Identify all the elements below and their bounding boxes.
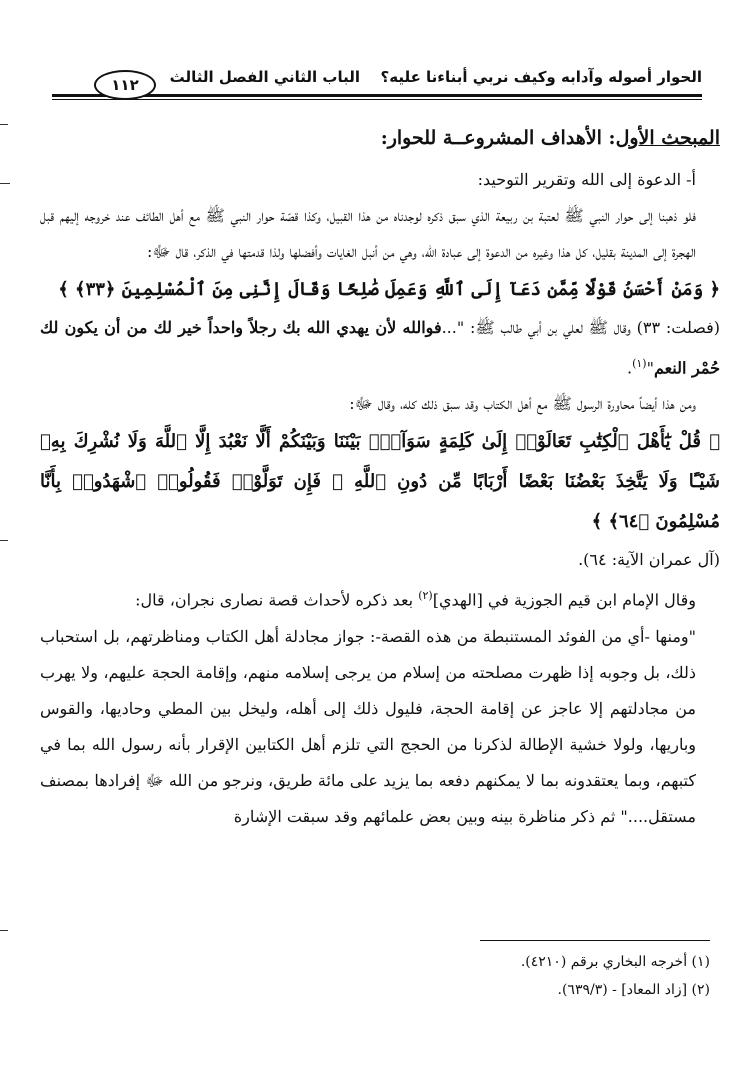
book-title: الحوار أصوله وآدابه وكيف نربي أبناءنا عليه؟ bbox=[375, 68, 702, 86]
footnotes bbox=[30, 948, 710, 1004]
margin-mark bbox=[0, 930, 8, 931]
paragraph-6: "ومنها -أي من الفوئد المستنبطة من هذه القصة-: جواز مجادلة أهل الكتاب ومناظرتهم، بل استحباب ذلك، بل وجوبه إذا ظهرت مصلحته من إسلام من يرجى إسلامه منهم، وإقامة الحجة عليهم، ولا يهرب من مجادلتهم إلا عاجز عن إقامة الحجة، فليول ذلك إلى أهله، وليخل بين المطي وحاديها، والقوس وباريها، ولولا خشية الإطالة لذكرنا من الحجج التي تلزم أهل الكتابين الإقرار بأنه رسول الله بما في كتبهم، وبما يعتقدونه بما لا يمكنهم دفعه بما يزيد على مائة طريق، ونرجو من الله ﷻ إفرادها بمصنف مستقل...." ثم ذكر مناظرة بينه وبين بعض علمائهم وقد سبقت الإشارة bbox=[40, 626, 696, 826]
paragraph-2 bbox=[40, 310, 720, 386]
section-heading-rest: : الأهداف المشروعــة للحوار: bbox=[380, 127, 616, 149]
paragraph-5-rest: بعد ذكره لأحداث قصة نصارى نجران، قال: bbox=[135, 590, 419, 610]
page-number: ١١٢ bbox=[94, 70, 156, 100]
paragraph-5-lead: وقال الإمام ابن قيم الجوزية في [الهدي] bbox=[432, 590, 696, 610]
margin-mark bbox=[0, 183, 10, 184]
footnote-separator bbox=[480, 940, 710, 941]
paragraph-2-lead: (فصلت: ٣٣) وقال ﷺ لعلي بن أبي طالب ﷺ: "... bbox=[441, 318, 721, 337]
chapter-title: الباب الثاني الفصل الثالث bbox=[164, 68, 366, 86]
quran-verse-2: ﴿ قُلْ يَٰٓأَهْلَ ٱلْكِتَٰبِ تَعَالَوْا۟ إِلَىٰ كَلِمَةٍ سَوَآءٍۭ بَيْنَنَا وَبَيْنَكُمْ أَلَّا نَعْبُدَ إِلَّا ٱللَّهَ وَلَا نُشْرِكَ بِهِۦ شَيْـًٔا وَلَا يَتَّخِذَ بَعْضُنَا بَعْضًا أَرْبَابًا مِّن دُونِ ٱللَّهِ ۚ فَإِن تَوَلَّوْا۟ فَقُولُوا۟ ٱشْهَدُوا۟ بِأَنَّا مُسْلِمُونَ ﴿٦٤﴾ ﴾ bbox=[40, 431, 720, 533]
margin-mark bbox=[0, 124, 8, 125]
footnote-ref-1[interactable]: (١) bbox=[632, 357, 647, 370]
page-body bbox=[40, 120, 720, 835]
footnote-ref-2[interactable]: (٢) bbox=[418, 589, 433, 603]
verse-citation: (آل عمران الآية: ٦٤). bbox=[578, 550, 720, 570]
margin-mark bbox=[0, 540, 8, 541]
paragraph-3: ومن هذا أيضاً محاورة الرسول ﷺ مع أهل الكتاب وقد سبق ذلك كله، وقال ﷻ: bbox=[349, 394, 696, 414]
quran-verse-1: ﴿ وَمَنْ أَحْسَنُ قَوْلًا مِّمَّن دَعَآ إِلَى ٱللَّهِ وَعَمِلَ صَٰلِحًا وَقَالَ إِنَّنِى مِنَ ٱلْمُسْلِمِينَ ﴿٣٣﴾ ﴾ bbox=[58, 279, 720, 300]
header-rule-thin bbox=[52, 99, 702, 100]
paragraph-5 bbox=[40, 578, 720, 618]
section-heading-underlined: المبحث الأول bbox=[615, 127, 720, 149]
list-item-heading: أ- الدعوة إلى الله وتقرير التوحيد: bbox=[477, 170, 696, 189]
quote-close: " bbox=[646, 358, 654, 378]
footnote-2: (٢) [زاد المعاد] - (٦٣٩/٣). bbox=[557, 982, 710, 998]
hadith-quote: فوالله لأن يهدي الله بك رجلاً واحداً خير لك من أن يكون لك حُمْر النعم bbox=[40, 318, 720, 378]
section-heading bbox=[40, 120, 720, 156]
paragraph-2-end: . bbox=[626, 358, 633, 378]
running-header bbox=[52, 66, 702, 106]
footnote-1: (١) أخرجه البخاري برقم (٤٢١٠). bbox=[520, 954, 710, 970]
header-rule-thick bbox=[52, 94, 702, 97]
paragraph-1: فلو ذهبنا إلى حوار النبي ﷺ لعتبة بن ربيعة الذي سبق ذكره لوجدناه من هذا القبيل، وكذا قصّة حوار النبي ﷺ مع أهل الطائف عند خروجه إليهم قبل الهجرة إلى المدينة بقليل، كل هذا وغيره من الدعوة إلى عبادة الله، وهي من أنبل الغايات وأفضلها ولذا قدمتها في الذكر، قال ﷻ: bbox=[40, 206, 696, 261]
